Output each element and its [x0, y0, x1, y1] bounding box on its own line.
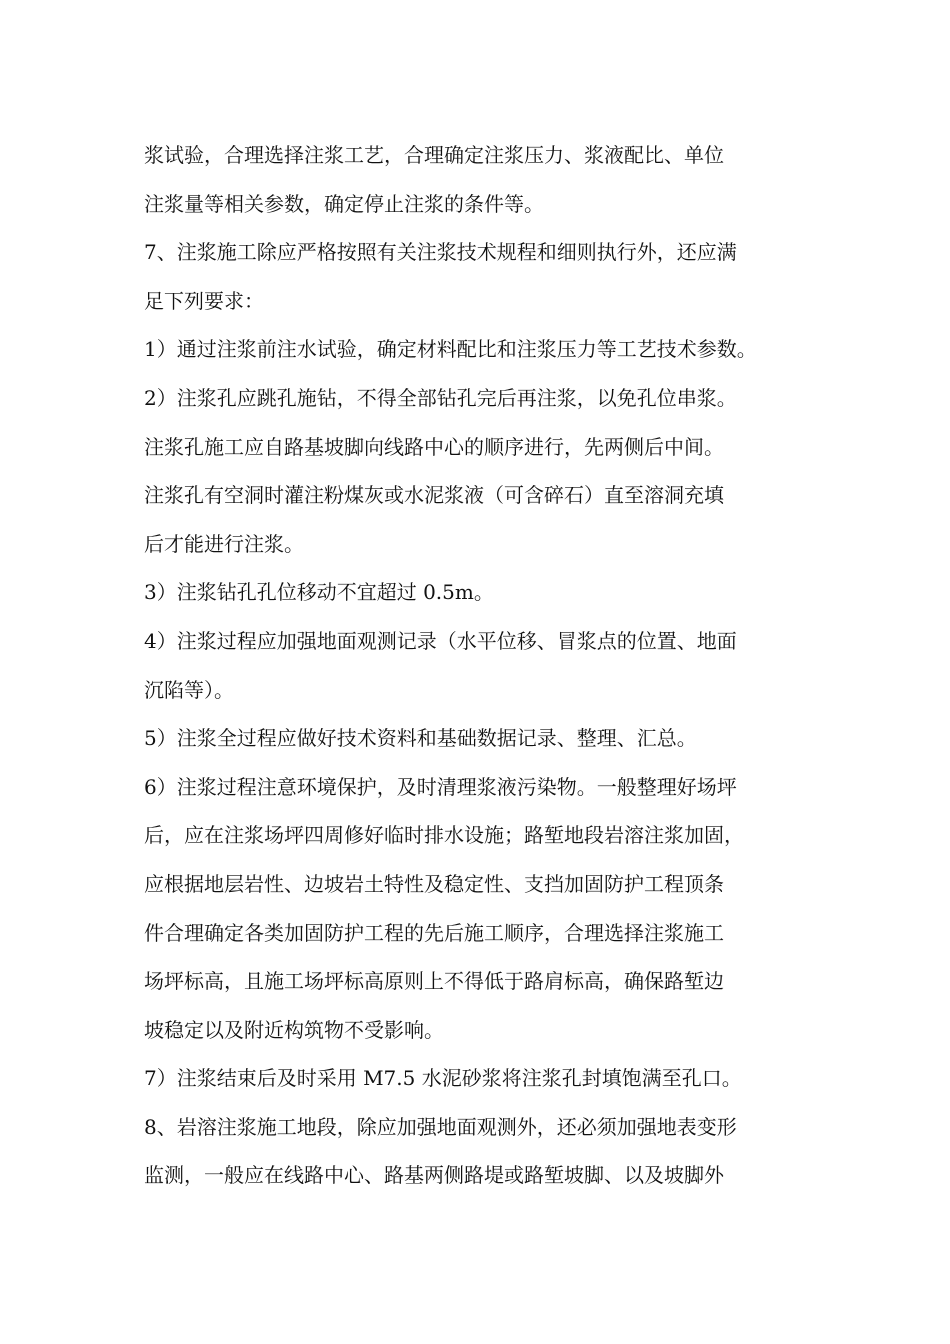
- document-body: [144, 131, 824, 1200]
- text-line-21: 8、岩溶注浆施工地段，除应加强地面观测外，还必须加强地表变形: [144, 1114, 737, 1139]
- text-line-16: 应根据地层岩性、边坡岩土特性及稳定性、支挡加固防护工程顶条: [144, 871, 724, 896]
- text-line-20: 7）注浆结束后及时采用 M7.5 水泥砂浆将注浆孔封填饱满至孔口。: [144, 1066, 742, 1091]
- text-line-19: 坡稳定以及附近构筑物不受影响。: [144, 1017, 444, 1042]
- text-line-18: 场坪标高，且施工场坪标高原则上不得低于路肩标高，确保路堑边: [144, 969, 724, 994]
- text-line-5: 1）通过注浆前注水试验，确定材料配比和注浆压力等工艺技术参数。: [144, 337, 757, 362]
- text-line-14: 6）注浆过程注意环境保护，及时清理浆液污染物。一般整理好场坪: [144, 774, 737, 799]
- text-line-13: 5）注浆全过程应做好技术资料和基础数据记录、整理、汇总。: [144, 726, 697, 751]
- text-line-9: 后才能进行注浆。: [144, 531, 304, 556]
- text-line-4: 足下列要求：: [144, 288, 264, 313]
- text-line-1: 浆试验，合理选择注浆工艺，合理确定注浆压力、浆液配比、单位: [144, 143, 724, 167]
- text-line-7: 注浆孔施工应自路基坡脚向线路中心的顺序进行，先两侧后中间。: [144, 434, 724, 459]
- text-line-10: 3）注浆钻孔孔位移动不宜超过 0.5m。: [144, 580, 494, 605]
- text-line-3: 7、注浆施工除应严格按照有关注浆技术规程和细则执行外，还应满: [144, 240, 737, 265]
- text-line-17: 件合理确定各类加固防护工程的先后施工顺序，合理选择注浆施工: [144, 920, 724, 945]
- text-line-15: 后，应在注浆场坪四周修好临时排水设施；路堑地段岩溶注浆加固，: [144, 823, 744, 848]
- text-line-6: 2）注浆孔应跳孔施钻，不得全部钻孔完后再注浆，以免孔位串浆。: [144, 385, 737, 410]
- text-line-8: 注浆孔有空洞时灌注粉煤灰或水泥浆液（可含碎石）直至溶洞充填: [144, 483, 724, 508]
- text-line-11: 4）注浆过程应加强地面观测记录（水平位移、冒浆点的位置、地面: [144, 628, 737, 653]
- text-line-2: 注浆量等相关参数，确定停止注浆的条件等。: [144, 191, 544, 216]
- text-line-22: 监测，一般应在线路中心、路基两侧路堤或路堑坡脚、以及坡脚外: [144, 1163, 724, 1188]
- text-line-12: 沉陷等）。: [144, 677, 234, 702]
